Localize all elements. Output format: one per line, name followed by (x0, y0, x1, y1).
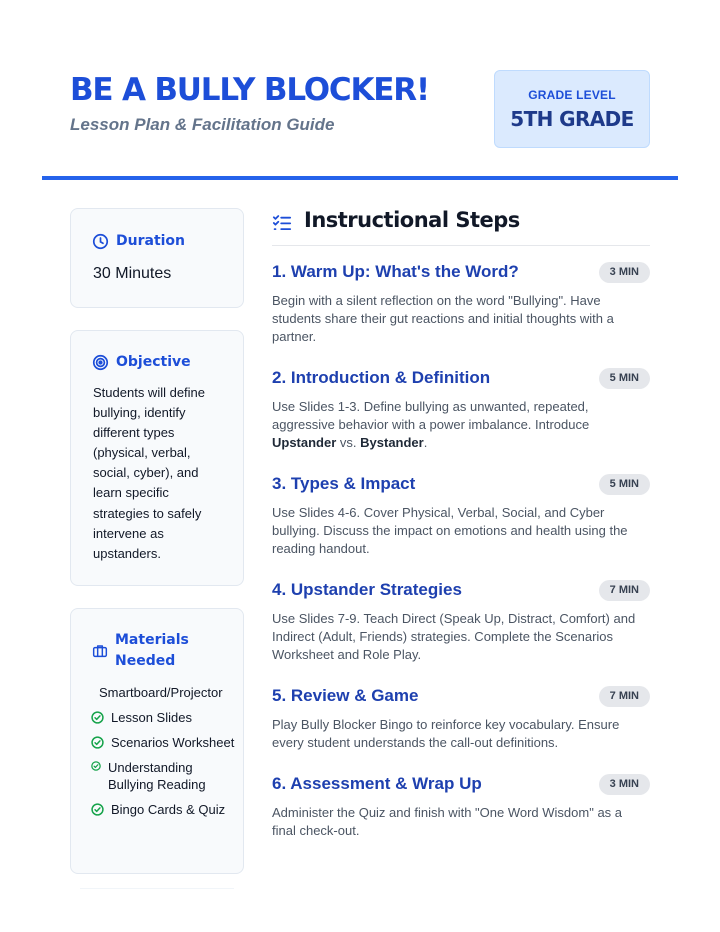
step-description (272, 398, 642, 451)
step-description-text: . (423, 434, 428, 450)
time-badge: 3 MIN (599, 262, 650, 283)
step-keyword-upstander: Upstander (272, 434, 337, 450)
time-badge: 7 MIN (599, 686, 650, 707)
material-item (91, 759, 241, 793)
step-description: Use Slides 7-9. Teach Direct (Speak Up, Distract, Comfort) and Indirect (Adult, Friends) strategies. Complete the Scenarios Worksheet and Role Play. (272, 611, 636, 662)
materials-card (70, 608, 244, 874)
page-header (70, 70, 650, 150)
material-item-label: Bingo Cards & Quiz (111, 802, 226, 817)
steps-title: Instructional Steps (304, 208, 520, 232)
step-description: Use Slides 4-6. Cover Physical, Verbal, Social, and Cyber bullying. Discuss the impact on emotions and health using the reading handout. (272, 505, 628, 556)
check-circle-icon (91, 736, 104, 749)
time-badge: 7 MIN (599, 580, 650, 601)
objective-header (92, 352, 191, 373)
objective-text: Students will define bullying, identify different types (physical, verbal, social, cyber), and learn specific strategies to safely intervene as upstanders. (93, 385, 206, 561)
clock-icon (92, 233, 109, 250)
materials-list (91, 684, 241, 826)
duration-title: Duration (116, 233, 186, 249)
grade-level-value: 5TH GRADE (510, 107, 634, 131)
grade-level-label: GRADE LEVEL (528, 88, 616, 102)
page-title: BE A BULLY BLOCKER! (70, 72, 429, 108)
material-item-label: Lesson Slides (111, 710, 192, 725)
grade-level-box (494, 70, 650, 148)
duration-card (70, 208, 244, 308)
material-item-label: Scenarios Worksheet (111, 735, 235, 750)
page-subtitle: Lesson Plan & Facilitation Guide (70, 115, 335, 134)
time-badge: 5 MIN (599, 474, 650, 495)
header-divider (42, 176, 678, 180)
check-circle-icon (91, 711, 104, 724)
materials-title: Materials Needed (115, 632, 189, 669)
step-description: Begin with a silent reflection on the word "Bullying". Have students share their gut reactions and initial thoughts with a partner. (272, 293, 614, 344)
step-description-text: vs. (336, 434, 361, 450)
step-title: 6. Assessment & Wrap Up (272, 774, 482, 793)
check-circle-icon (91, 803, 104, 816)
material-item (91, 734, 241, 751)
step-description: Administer the Quiz and finish with "One Word Wisdom" as a final check-out. (272, 805, 623, 838)
material-item (91, 709, 241, 726)
target-icon (92, 354, 109, 371)
step-description-text: Use Slides 1-3. Define bullying as unwanted, repeated, aggressive behavior with a power imbalance. Introduce (272, 399, 590, 432)
step-title: 5. Review & Game (272, 686, 419, 705)
check-circle-icon (91, 761, 101, 771)
material-item (91, 801, 241, 818)
sidebar-divider (80, 888, 234, 889)
step-title: 4. Upstander Strategies (272, 580, 462, 599)
objective-title: Objective (116, 354, 191, 370)
objective-card (70, 330, 244, 586)
step-keyword-bystander: Bystander (360, 434, 424, 450)
list-check-icon (272, 214, 292, 232)
materials-header (92, 630, 205, 672)
duration-value: 30 Minutes (93, 265, 172, 282)
steps-header (272, 206, 650, 246)
step-title: 2. Introduction & Definition (272, 368, 491, 387)
duration-header (92, 231, 185, 252)
briefcase-icon (92, 643, 108, 659)
time-badge: 3 MIN (599, 774, 650, 795)
material-item: Smartboard/Projector (99, 685, 223, 700)
step-title: 3. Types & Impact (272, 474, 416, 493)
material-item-label: Understanding Bullying Reading (108, 760, 206, 792)
step-title: 1. Warm Up: What's the Word? (272, 262, 519, 281)
step-description: Play Bully Blocker Bingo to reinforce key vocabulary. Ensure every student understands the call-out definitions. (272, 717, 620, 750)
time-badge: 5 MIN (599, 368, 650, 389)
